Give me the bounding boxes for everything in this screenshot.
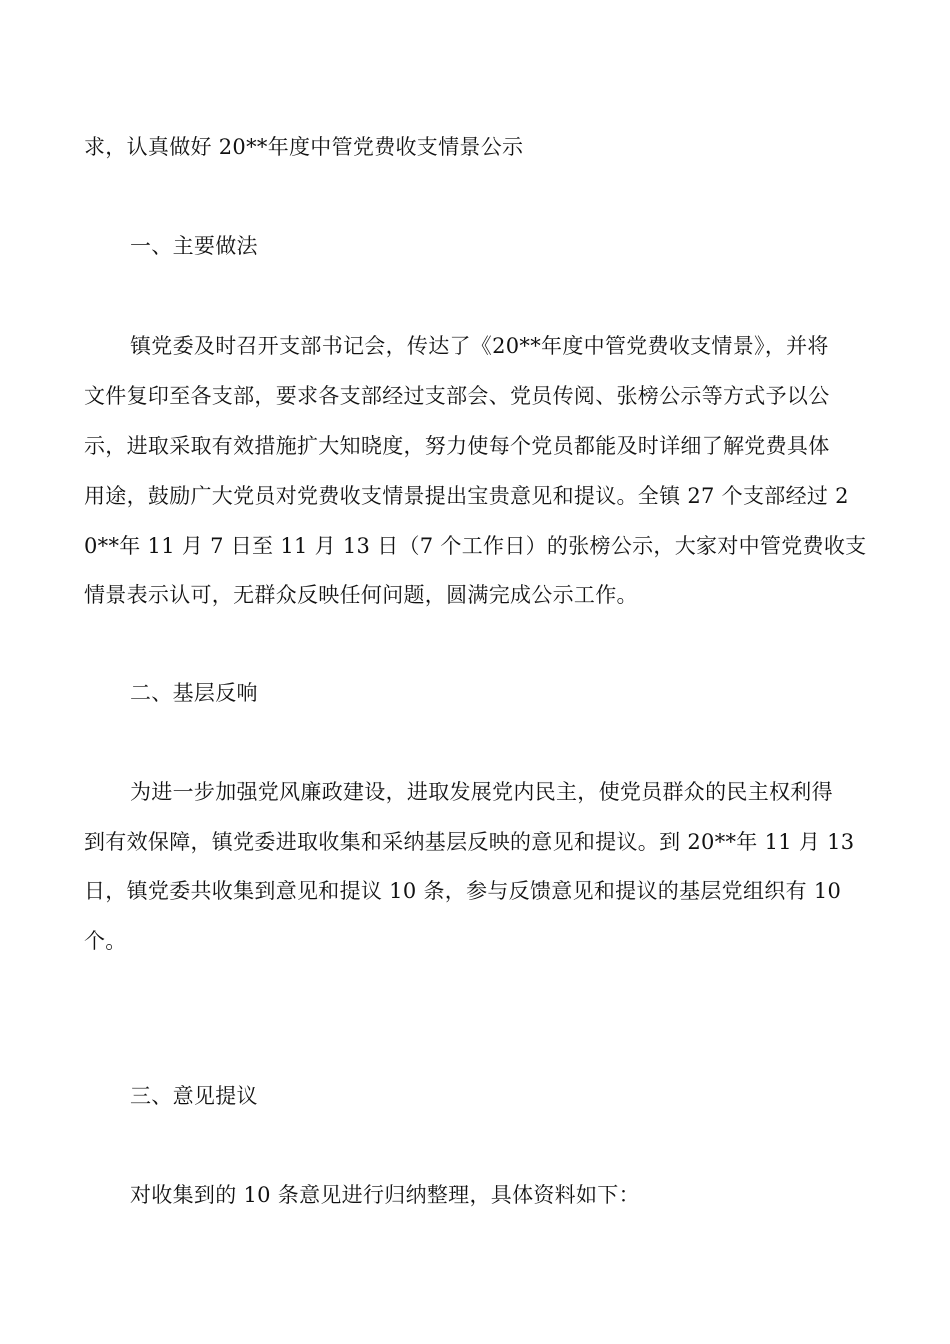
section-heading-2: 二、基层反响	[130, 681, 258, 705]
paragraph-line: 示，进取采取有效措施扩大知晓度，努力使每个党员都能及时详细了解党费具体	[84, 434, 830, 458]
paragraph-line: 镇党委及时召开支部书记会，传达了《20**年度中管党费收支情景》，并将	[130, 334, 829, 358]
paragraph-line: 到有效保障，镇党委进取收集和采纳基层反映的意见和提议。到 20**年 11 月 13	[84, 830, 855, 854]
paragraph-line: 对收集到的 10 条意见进行归纳整理，具体资料如下：	[130, 1183, 640, 1207]
section-heading-1: 一、主要做法	[130, 234, 258, 258]
paragraph-line: 日，镇党委共收集到意见和提议 10 条，参与反馈意见和提议的基层党组织有 10	[84, 879, 842, 903]
paragraph-line: 为进一步加强党风廉政建设，进取发展党内民主，使党员群众的民主权利得	[130, 780, 833, 804]
paragraph-line: 用途，鼓励广大党员对党费收支情景提出宝贵意见和提议。全镇 27 个支部经过 2	[84, 484, 849, 508]
section-heading-3: 三、意见提议	[130, 1084, 258, 1108]
intro-line: 求，认真做好 20**年度中管党费收支情景公示	[84, 135, 524, 159]
paragraph-line: 情景表示认可，无群众反映任何问题，圆满完成公示工作。	[84, 583, 638, 607]
paragraph-line: 文件复印至各支部，要求各支部经过支部会、党员传阅、张榜公示等方式予以公	[84, 384, 830, 408]
paragraph-line: 0**年 11 月 7 日至 11 月 13 日（7 个工作日）的张榜公示，大家对中管党费收支	[84, 534, 867, 558]
paragraph-line: 个。	[84, 929, 127, 953]
